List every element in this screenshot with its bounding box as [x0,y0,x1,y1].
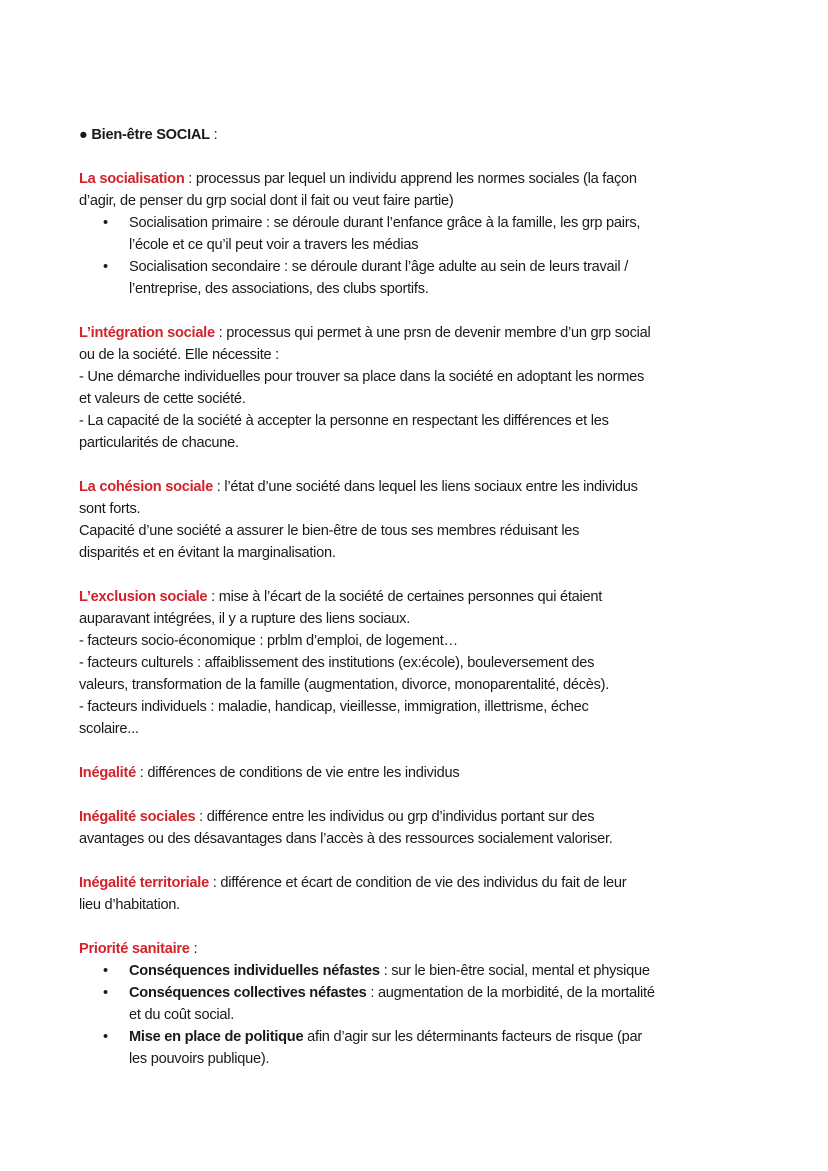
definition-inegalite-territoriale: Inégalité territoriale : différence et écart de condition de vie des individus du fait de leur lieu d’habitation. [79,875,627,913]
definition-inegalite: Inégalité : différences de conditions de vie entre les individus [79,765,460,781]
term: Inégalité territoriale [79,875,209,891]
definition-socialisation: La socialisation : processus par lequel un individu apprend les normes sociales (la façon d’agir, de penser du grp social dont il fait ou veut faire partie) • Socialisation primaire : se déroule durant l’enfance grâce à la famille, les grp pairs, l’école et ce qu’il peut voir a travers les médias • Socialisation secondaire : se déroule durant l’âge adulte au sein de leurs travail / l’entreprise, des associations, des clubs sportifs. [79,168,759,300]
section-title: ● Bien-être SOCIAL : [79,127,218,143]
term: L’exclusion sociale [79,589,208,605]
term: La cohésion sociale [79,479,213,495]
list-item: • Socialisation primaire : se déroule durant l’enfance grâce à la famille, les grp pairs, [103,215,641,231]
term: Inégalité sociales [79,809,196,825]
definition-inegalite-sociales: Inégalité sociales : différence entre les individus ou grp d’individus portant sur des avantages ou des désavantages dans l’accès à des ressources socialement valoriser. [79,809,613,847]
term: L’intégration sociale [79,325,215,341]
definition-integration: L’intégration sociale : processus qui permet à une prsn de devenir membre d’un grp social ou de la société. Elle nécessite : - Une démarche individuelles pour trouver sa place dans la société en adoptant les normes et valeurs de cette société. - La capacité de la société à accepter la personne en respectant les différences et les particularités de chacune. [79,325,651,451]
term: Priorité sanitaire [79,941,190,957]
term: La socialisation [79,171,185,187]
document-page [79,124,759,1070]
list-item: • Conséquences collectives néfastes : augmentation de la morbidité, de la mortalité [103,985,655,1001]
list-item: • Conséquences individuelles néfastes : sur le bien-être social, mental et physique [103,963,650,979]
term: Inégalité [79,765,136,781]
list-item: • Socialisation secondaire : se déroule durant l’âge adulte au sein de leurs travail / [103,259,629,275]
list-item: • Mise en place de politique afin d’agir sur les déterminants facteurs de risque (par [103,1029,642,1045]
definition-exclusion: L’exclusion sociale : mise à l’écart de la société de certaines personnes qui étaient auparavant intégrées, il y a rupture des liens sociaux. - facteurs socio-économique : prblm d’emploi, de logement… - facteurs culturels : affaiblissement des institutions (ex:école), bouleversement des valeurs, transformation de la famille (augmentation, divorce, monoparentalité, décès). - facteurs individuels : maladie, handicap, vieillesse, immigration, illettrisme, échec scolaire... [79,589,610,737]
definition-priorite-sanitaire: Priorité sanitaire : • Conséquences individuelles néfastes : sur le bien-être social, mental et physique • Conséquences collectives néfastes : augmentation de la morbidité, de la mortalité et du coût social. • Mise en place de politique afin d’agir sur les déterminants facteurs de risque (par les pouvoirs publique). [79,938,759,1070]
definition-cohesion: La cohésion sociale : l’état d’une société dans lequel les liens sociaux entre les individus sont forts. Capacité d’une société a assurer le bien-être de tous ses membres réduisant les disparités et en évitant la marginalisation. [79,479,638,561]
